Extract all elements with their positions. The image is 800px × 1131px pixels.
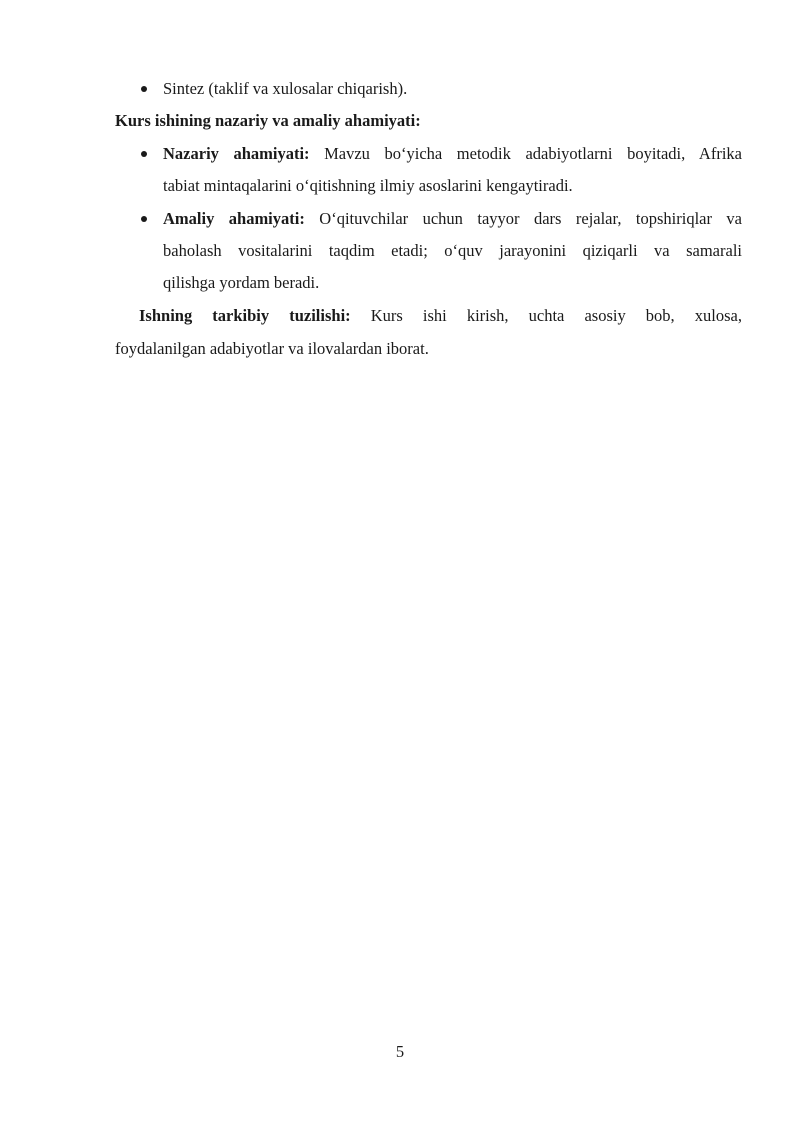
page-number: 5 <box>395 1042 405 1061</box>
practice-text-line-3: qilishga yordam beradi. <box>163 273 320 292</box>
practice-text-line-1: O‘qituvchilar uchun tayyor dars rejalar, topshiriqlar va <box>304 209 742 228</box>
practice-text-line-2: baholash vositalarini taqdim etadi; o‘quv jarayonini qiziqarli va samarali <box>163 241 742 260</box>
structure-paragraph-line-2 <box>115 339 429 359</box>
section-heading-text: Kurs ishining nazariy va amaliy ahamiyati: <box>115 111 421 130</box>
structure-label: Ishning tarkibiy tuzilishi: <box>139 306 351 325</box>
bullet-icon <box>141 86 147 92</box>
theory-label: Nazariy ahamiyati: <box>163 144 310 163</box>
section-heading <box>115 111 421 131</box>
bullet-icon <box>141 216 147 222</box>
structure-paragraph-line-1 <box>139 306 742 326</box>
practice-paragraph-line-3 <box>163 273 319 293</box>
structure-text-line-2: foydalanilgan adabiyotlar va ilovalardan iborat. <box>115 339 429 358</box>
practice-paragraph-line-2 <box>163 241 742 261</box>
practice-label: Amaliy ahamiyati: <box>163 209 305 228</box>
bullet-icon <box>141 151 147 157</box>
practice-paragraph-line-1 <box>163 209 742 229</box>
list-item-synthesis <box>163 79 407 99</box>
theory-paragraph-line-1 <box>163 144 742 164</box>
structure-text-line-1: Kurs ishi kirish, uchta asosiy bob, xulosa, <box>350 306 742 325</box>
list-item-text: Sintez (taklif va xulosalar chiqarish). <box>163 79 408 98</box>
theory-text-line-1: Mavzu bo‘yicha metodik adabiyotlarni boyitadi, Afrika <box>309 144 742 163</box>
theory-paragraph-line-2 <box>163 176 573 196</box>
theory-text-line-2: tabiat mintaqalarini o‘qitishning ilmiy asoslarini kengaytiradi. <box>163 176 573 195</box>
